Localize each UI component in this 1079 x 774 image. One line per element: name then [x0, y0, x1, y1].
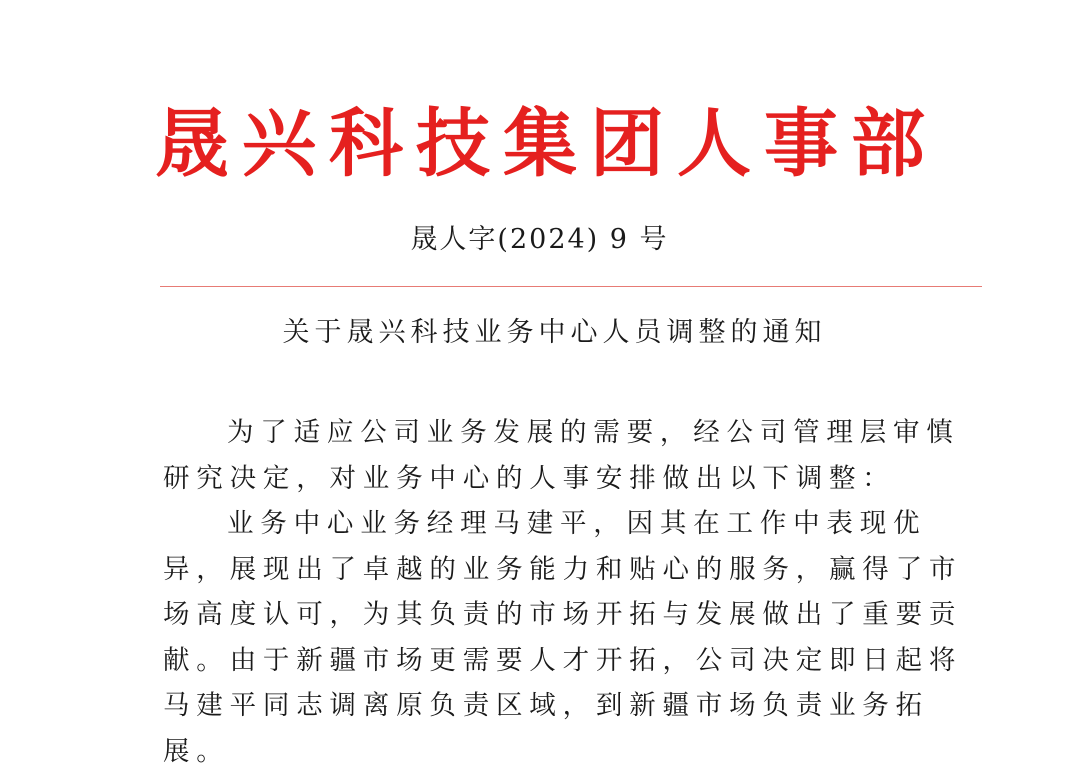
masthead-char: 晟 — [150, 96, 234, 192]
masthead-char: 兴 — [237, 96, 321, 192]
body-line: 展。 — [163, 729, 918, 774]
red-masthead — [150, 96, 930, 192]
masthead-char: 事 — [759, 96, 843, 192]
masthead-char: 集 — [498, 96, 582, 192]
masthead-char: 科 — [324, 96, 408, 192]
red-divider-line — [160, 286, 982, 287]
body-line: 献。由于新疆市场更需要人才开拓，公司决定即日起将 — [163, 638, 918, 684]
body-line: 场高度认可，为其负责的市场开拓与发展做出了重要贡 — [163, 592, 918, 638]
notice-body — [163, 410, 918, 774]
masthead-char: 团 — [585, 96, 669, 192]
body-line: 研究决定，对业务中心的人事安排做出以下调整： — [163, 456, 918, 502]
body-line: 马建平同志调离原负责区域，到新疆市场负责业务拓 — [163, 683, 918, 729]
notice-title: 关于晟兴科技业务中心人员调整的通知 — [0, 308, 1079, 358]
body-line: 异，展现出了卓越的业务能力和贴心的服务，赢得了市 — [163, 547, 918, 593]
body-line: 为了适应公司业务发展的需要，经公司管理层审慎 — [163, 410, 918, 456]
masthead-char: 人 — [672, 96, 756, 192]
masthead-char: 部 — [846, 96, 930, 192]
masthead-char: 技 — [411, 96, 495, 192]
document-number: 晟人字(2024) 9 号 — [0, 218, 1079, 262]
body-line: 业务中心业务经理马建平，因其在工作中表现优 — [163, 501, 918, 547]
